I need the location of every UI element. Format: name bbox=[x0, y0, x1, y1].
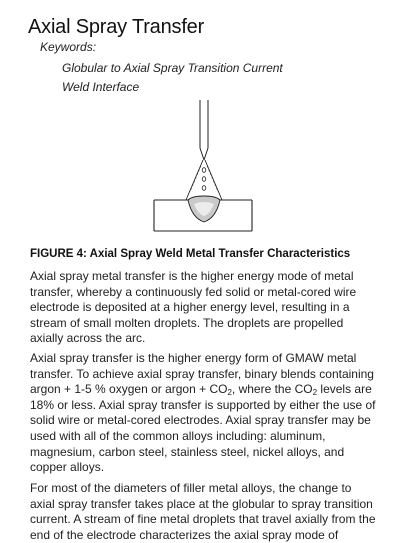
subscript: 2 bbox=[227, 388, 232, 398]
paragraph-1: Axial spray metal transfer is the higher energy mode of metal transfer, whereby a continuously fed solid or metal-cored wire electrode is deposited at a higher energy level, resulting in a stream of small molten droplets. The droplets are propelled axially across the arc. bbox=[30, 269, 357, 346]
molten-droplets bbox=[202, 168, 206, 191]
keyword-item: Globular to Axial Spray Transition Current bbox=[62, 61, 283, 75]
axial-spray-transfer-illustration bbox=[148, 100, 258, 240]
paragraph-2-text: Axial spray transfer is the higher energy form of GMAW metal transfer. To achieve axial spray transfer, binary blends containing argon + 1-5 % oxygen or argon + CO bbox=[30, 351, 374, 397]
weld-puddle bbox=[188, 196, 220, 222]
paragraph-2-text: levels are 18% or less. Axial spray transfer is supported by either the use of solid wire or metal-cored electrodes. Axial spray transfer may be used with all of the common alloys including: aluminum, magnesium, carbon steel, stainless steel, nickel alloys, and copper alloys. bbox=[30, 382, 376, 475]
arc-cone bbox=[186, 160, 222, 200]
keyword-item: Weld Interface bbox=[62, 80, 140, 94]
figure-caption: FIGURE 4: Axial Spray Weld Metal Transfer Characteristics bbox=[30, 248, 351, 260]
paragraph-2-text: , where the CO bbox=[231, 382, 313, 397]
keywords-list bbox=[62, 59, 283, 97]
page-title: Axial Spray Transfer bbox=[28, 16, 205, 38]
paragraph-2 bbox=[30, 351, 378, 476]
electrode-wire bbox=[200, 100, 208, 160]
paragraph-3: For most of the diameters of filler metal alloys, the change to axial spray transfer takes place at the globular to spray transition current. A stream of fine metal droplets that travel axially from the end of the electrode characterizes the axial spray mode of bbox=[30, 481, 376, 542]
subscript: 2 bbox=[312, 388, 318, 398]
keywords-label: Keywords: bbox=[40, 40, 97, 54]
